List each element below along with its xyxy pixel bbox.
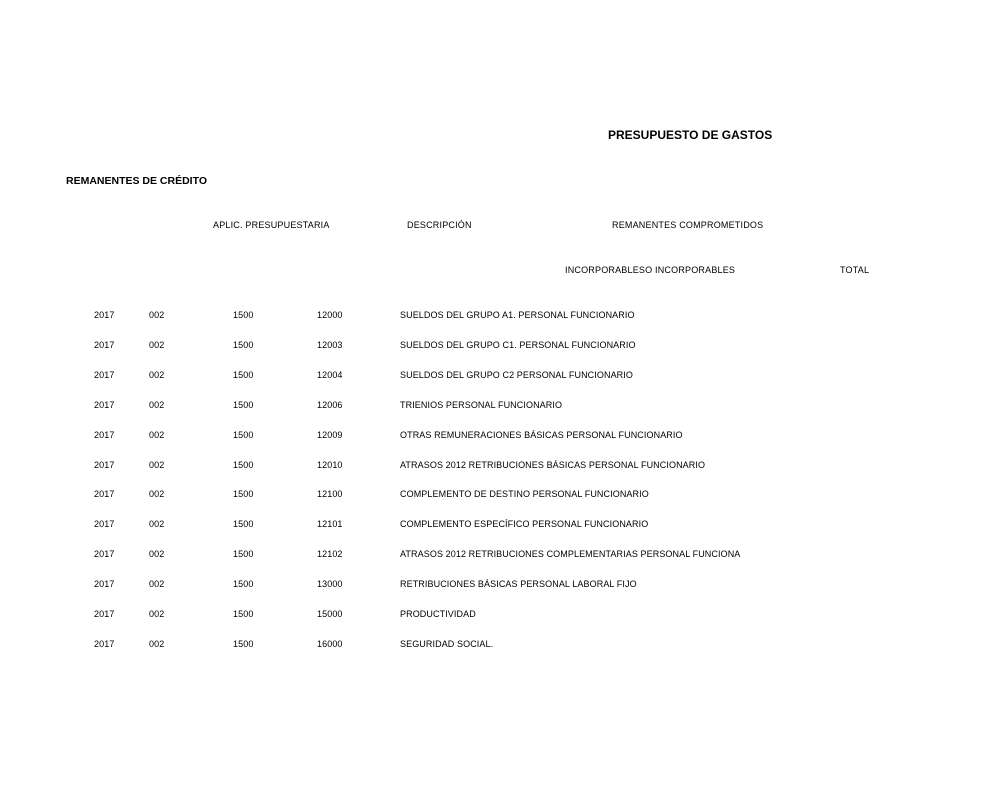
cell-economico: 12100	[317, 489, 343, 499]
cell-organico: 002	[149, 370, 165, 380]
cell-year: 2017	[94, 460, 115, 470]
cell-descripcion: COMPLEMENTO ESPECÍFICO PERSONAL FUNCIONARIO	[400, 519, 649, 529]
cell-organico: 002	[149, 579, 165, 589]
cell-year: 2017	[94, 549, 115, 559]
cell-programa: 1500	[233, 489, 254, 499]
cell-economico: 12003	[317, 340, 343, 350]
cell-organico: 002	[149, 609, 165, 619]
cell-programa: 1500	[233, 460, 254, 470]
cell-economico: 13000	[317, 579, 343, 589]
cell-descripcion: TRIENIOS PERSONAL FUNCIONARIO	[400, 400, 563, 410]
cell-economico: 12009	[317, 430, 343, 440]
header-descripcion: DESCRIPCIÓN	[407, 220, 472, 230]
table-row	[0, 340, 1000, 354]
cell-year: 2017	[94, 310, 115, 320]
cell-programa: 1500	[233, 609, 254, 619]
cell-descripcion: PRODUCTIVIDAD	[400, 609, 476, 619]
table-row	[0, 519, 1000, 533]
table-row	[0, 400, 1000, 414]
cell-year: 2017	[94, 609, 115, 619]
cell-programa: 1500	[233, 370, 254, 380]
cell-organico: 002	[149, 430, 165, 440]
cell-descripcion: ATRASOS 2012 RETRIBUCIONES BÁSICAS PERSONAL FUNCIONARIO	[400, 460, 706, 470]
cell-descripcion: RETRIBUCIONES BÁSICAS PERSONAL LABORAL FIJO	[400, 579, 637, 589]
cell-organico: 002	[149, 489, 165, 499]
cell-economico: 12101	[317, 519, 343, 529]
table-row	[0, 460, 1000, 474]
cell-economico: 16000	[317, 639, 343, 649]
cell-programa: 1500	[233, 549, 254, 559]
cell-descripcion: OTRAS REMUNERACIONES BÁSICAS PERSONAL FUNCIONARIO	[400, 430, 683, 440]
cell-year: 2017	[94, 579, 115, 589]
cell-economico: 12102	[317, 549, 343, 559]
cell-year: 2017	[94, 370, 115, 380]
cell-year: 2017	[94, 340, 115, 350]
cell-year: 2017	[94, 430, 115, 440]
cell-organico: 002	[149, 460, 165, 470]
table-row	[0, 370, 1000, 384]
section-title: REMANENTES DE CRÉDITO	[66, 175, 207, 187]
cell-descripcion: COMPLEMENTO DE DESTINO PERSONAL FUNCIONARIO	[400, 489, 649, 499]
cell-descripcion: SUELDOS DEL GRUPO A1. PERSONAL FUNCIONARIO	[400, 310, 635, 320]
cell-organico: 002	[149, 340, 165, 350]
cell-economico: 12004	[317, 370, 343, 380]
header-total: TOTAL	[840, 265, 870, 275]
table-row	[0, 310, 1000, 324]
cell-organico: 002	[149, 639, 165, 649]
header-incorporables: INCORPORABLESO INCORPORABLES	[565, 265, 736, 275]
cell-programa: 1500	[233, 310, 254, 320]
cell-organico: 002	[149, 400, 165, 410]
cell-year: 2017	[94, 400, 115, 410]
header-remanentes-comprometidos: REMANENTES COMPROMETIDOS	[612, 220, 764, 230]
table-row	[0, 489, 1000, 503]
table-row	[0, 579, 1000, 593]
header-aplic-presupuestaria: APLIC. PRESUPUESTARIA	[213, 220, 330, 230]
cell-year: 2017	[94, 489, 115, 499]
table-row	[0, 639, 1000, 653]
cell-economico: 12000	[317, 310, 343, 320]
cell-descripcion: SEGURIDAD SOCIAL.	[400, 639, 494, 649]
page-title: PRESUPUESTO DE GASTOS	[608, 128, 773, 142]
cell-economico: 15000	[317, 609, 343, 619]
cell-programa: 1500	[233, 579, 254, 589]
cell-economico: 12006	[317, 400, 343, 410]
cell-descripcion: SUELDOS DEL GRUPO C2 PERSONAL FUNCIONARIO	[400, 370, 633, 380]
cell-programa: 1500	[233, 519, 254, 529]
cell-programa: 1500	[233, 430, 254, 440]
table-row	[0, 430, 1000, 444]
cell-descripcion: ATRASOS 2012 RETRIBUCIONES COMPLEMENTARIAS PERSONAL FUNCIONA	[400, 549, 741, 559]
cell-organico: 002	[149, 519, 165, 529]
cell-descripcion: SUELDOS DEL GRUPO C1. PERSONAL FUNCIONARIO	[400, 340, 636, 350]
cell-organico: 002	[149, 549, 165, 559]
table-row	[0, 549, 1000, 563]
cell-year: 2017	[94, 519, 115, 529]
table-row	[0, 609, 1000, 623]
cell-year: 2017	[94, 639, 115, 649]
cell-programa: 1500	[233, 639, 254, 649]
cell-organico: 002	[149, 310, 165, 320]
cell-programa: 1500	[233, 340, 254, 350]
cell-economico: 12010	[317, 460, 343, 470]
cell-programa: 1500	[233, 400, 254, 410]
